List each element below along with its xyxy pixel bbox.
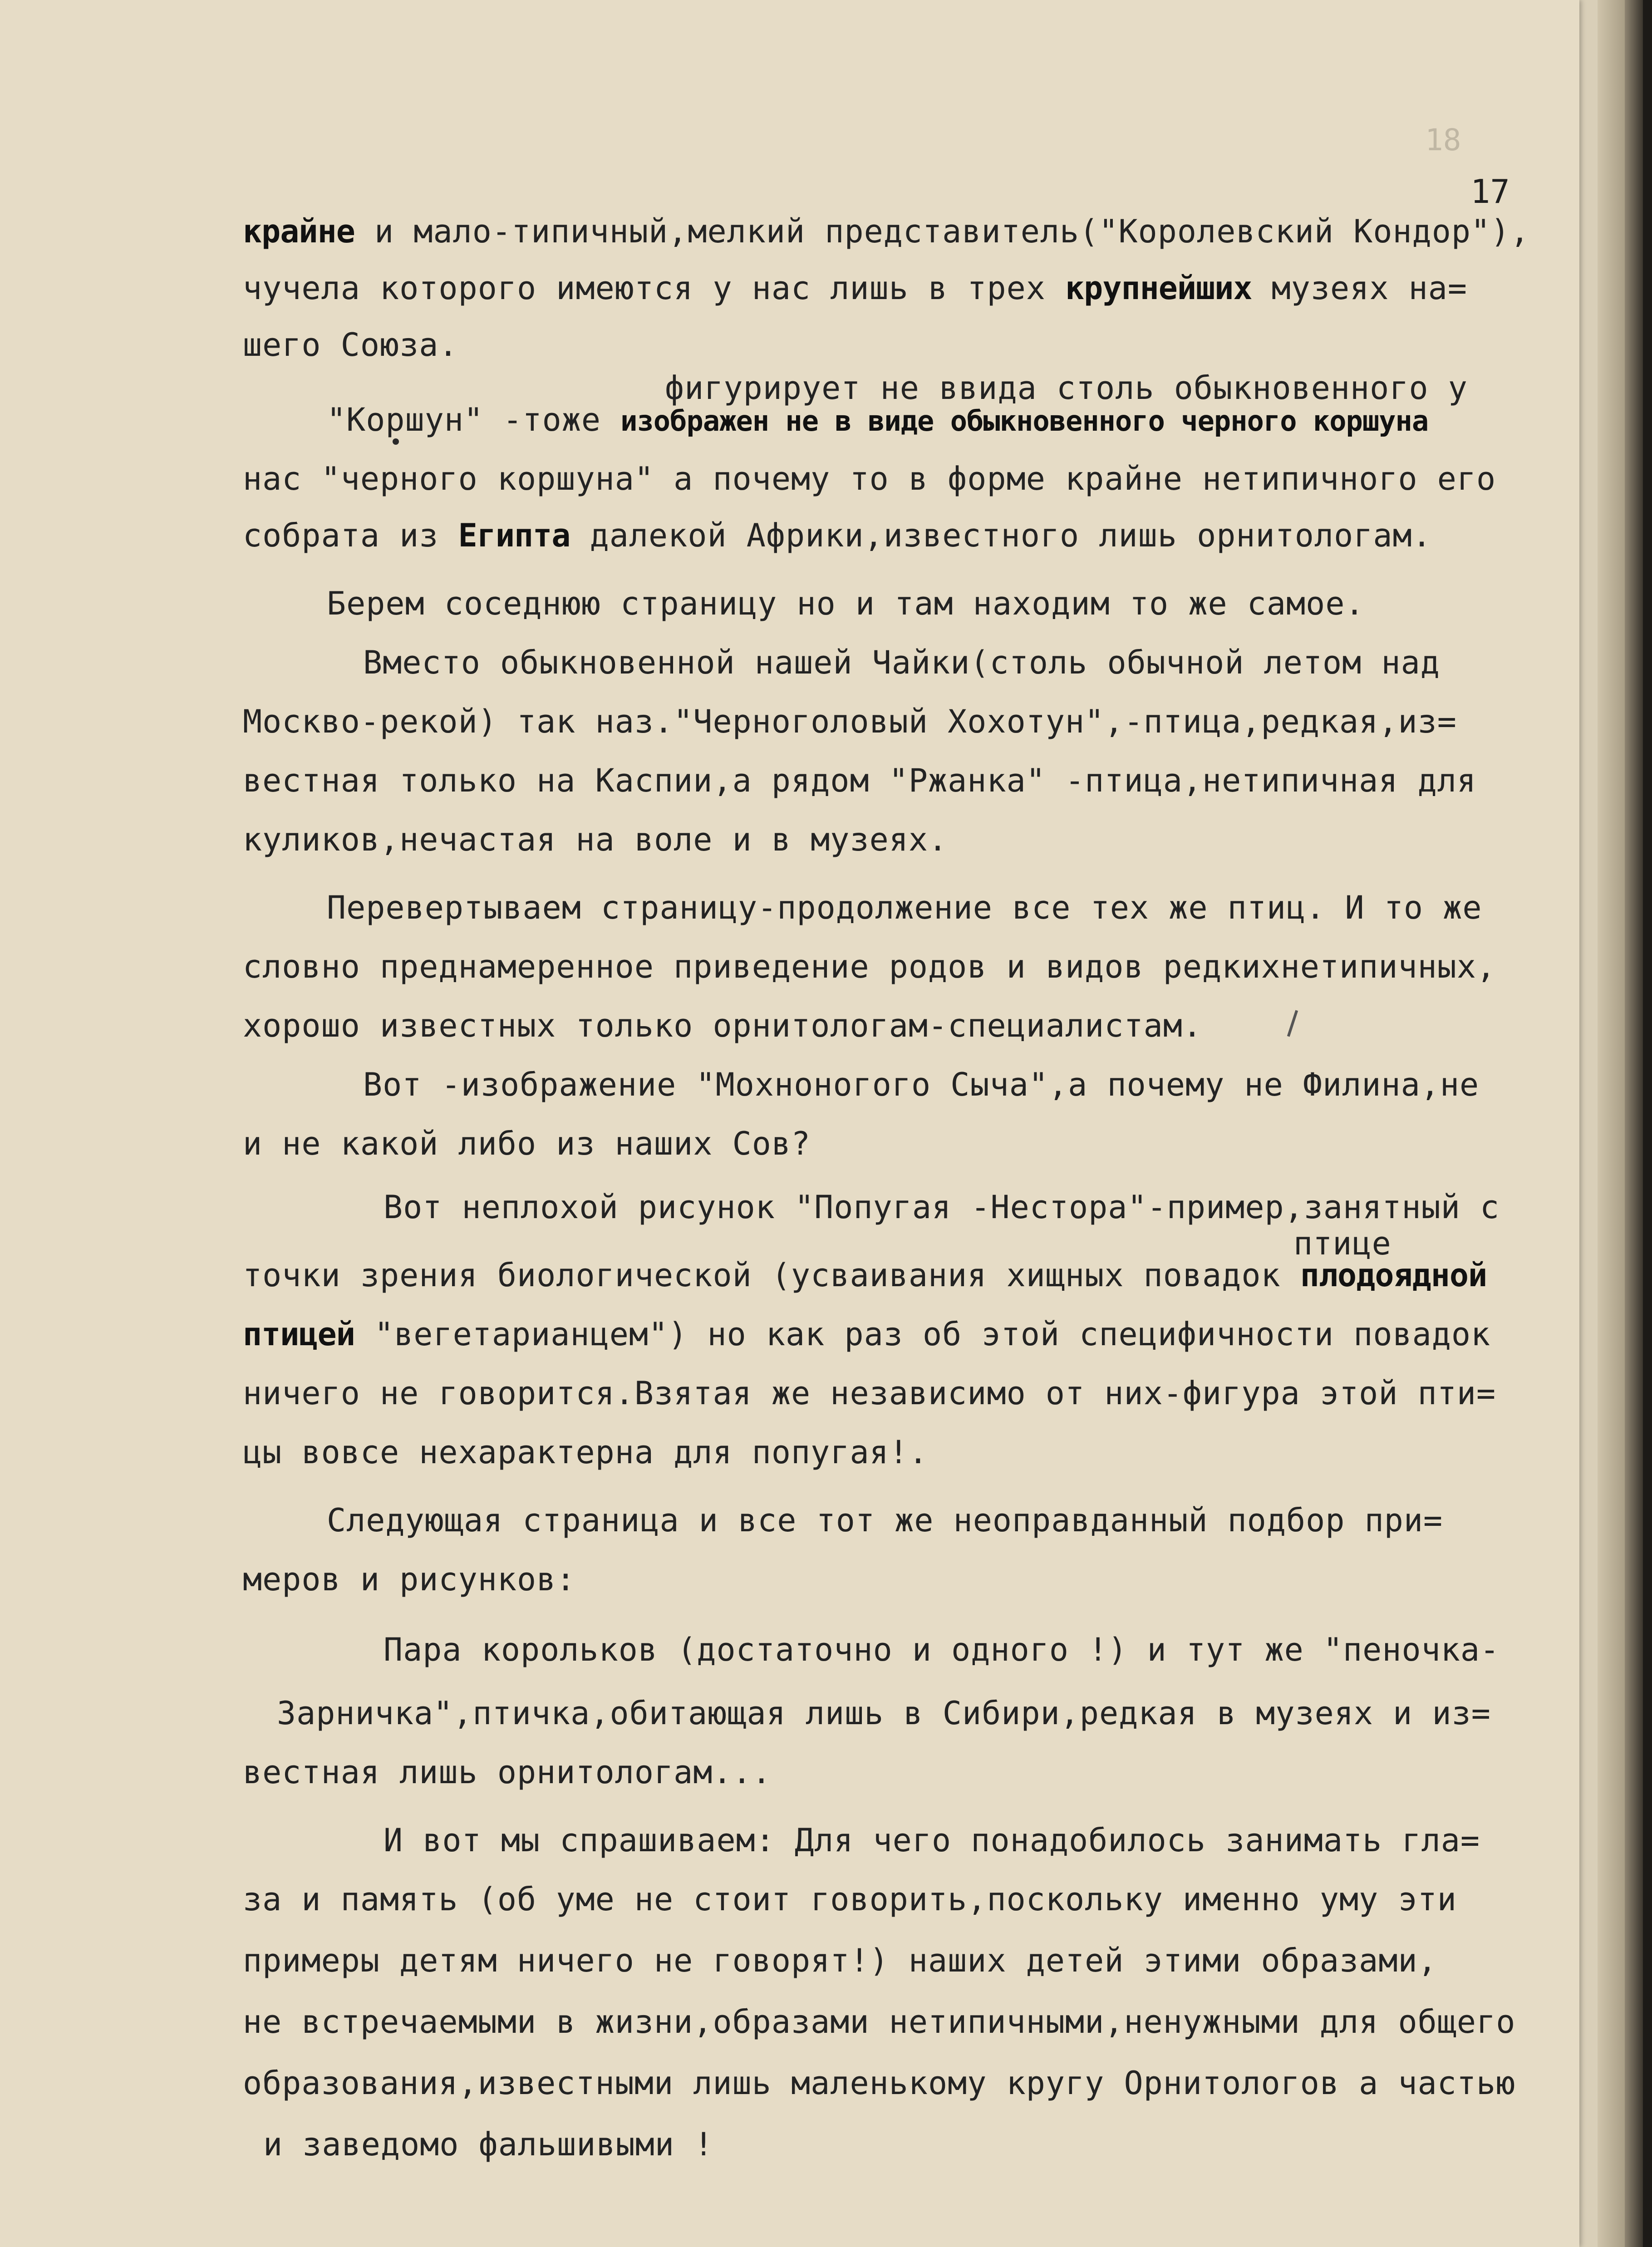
text-line: и заведомо фальшивыми ! <box>263 2126 714 2163</box>
text-line: Пара корольков (достаточно и одного !) и тут же "пеночка- <box>384 1631 1500 1668</box>
text-line: примеры детям ничего не говорят!) наших детей этими образами, <box>243 1942 1437 1979</box>
text-line: Зарничка",птичка,обитающая лишь в Сибири,редкая в музеях и из= <box>277 1695 1491 1732</box>
text-line: точки зрения биологической (усваивания хищных повадок плодоядной <box>243 1257 1487 1294</box>
text-line: И вот мы спрашиваем: Для чего понадобилось занимать гла= <box>384 1822 1480 1859</box>
text-line: шего Союза. <box>243 326 458 364</box>
text-line: образования,известными лишь маленькому кругу Орнитологов а частью <box>243 2065 1516 2102</box>
text-line: Вместо обыкновенной нашей Чайки(столь обычной летом над <box>363 644 1440 681</box>
text-line: чучела которого имеются у нас лишь в трех крупнейших музеях на= <box>243 270 1468 307</box>
text-line: не встречаемыми в жизни,образами нетипичными,ненужными для общего <box>243 2003 1516 2040</box>
page-number: 17 <box>1470 172 1510 211</box>
text-line: Москво-рекой) так наз."Черноголовый Хохотун",-птица,редкая,из= <box>243 703 1457 740</box>
text-line: Вот -изображение "Мохноногого Сыча",а почему не Филина,не <box>363 1066 1480 1103</box>
pencil-mark <box>1287 1010 1298 1037</box>
text-line: собрата из Египта далекой Африки,известного лишь орнитологам. <box>243 517 1432 554</box>
text-line: и не какой либо из наших Сов? <box>243 1125 811 1162</box>
text-line: словно преднамеренное приведение родов и видов редкихнетипичных, <box>243 948 1496 985</box>
text-line: вестная только на Каспии,а рядом "Ржанка" -птица,нетипичная для <box>243 762 1477 799</box>
page-edge-shadow <box>1625 0 1643 2247</box>
text-line-insertion: фигурирует не ввида столь обыкновенного у <box>665 369 1468 407</box>
text-line: "Коршун" -тоже изображен не в виде обыкновенного черного коршуна <box>327 401 1429 438</box>
text-line: куликов,нечастая на воле и в музеях. <box>243 821 948 858</box>
text-line: вестная лишь орнитологам... <box>243 1754 772 1791</box>
ghost-page-number: 18 <box>1425 123 1461 157</box>
text-line-insertion: птице <box>1293 1225 1391 1262</box>
text-line: хорошо известных только орнитологам-специалистам. <box>243 1007 1203 1044</box>
page-edge <box>1598 0 1625 2247</box>
text-line: меров и рисунков: <box>243 1561 576 1598</box>
text-line: Следующая страница и все тот же неоправданный подбор при= <box>327 1502 1443 1539</box>
text-line: за и память (об уме не стоит говорить,поскольку именно уму эти <box>243 1881 1457 1918</box>
text-line: Перевертываем страницу-продолжение все тех же птиц. И то же <box>327 889 1482 926</box>
text-line: Берем соседнюю страницу но и там находим то же самое. <box>327 585 1365 622</box>
text-line: крайне и мало-типичный,мелкий представитель("Королевский Кондор"), <box>243 213 1530 250</box>
text-line: цы вовсе нехарактерна для попугая!. <box>243 1434 929 1471</box>
text-line: нас "черного коршуна" а почему то в форме крайне нетипичного его <box>243 460 1496 497</box>
ink-dot <box>393 438 399 445</box>
text-line: птицей "вегетарианцем") но как раз об этой специфичности повадок <box>243 1316 1491 1353</box>
text-line: ничего не говорится.Взятая же независимо от них-фигура этой пти= <box>243 1375 1496 1412</box>
text-line: Вот неплохой рисунок "Попугая -Нестора"-пример,занятный с <box>384 1189 1500 1226</box>
